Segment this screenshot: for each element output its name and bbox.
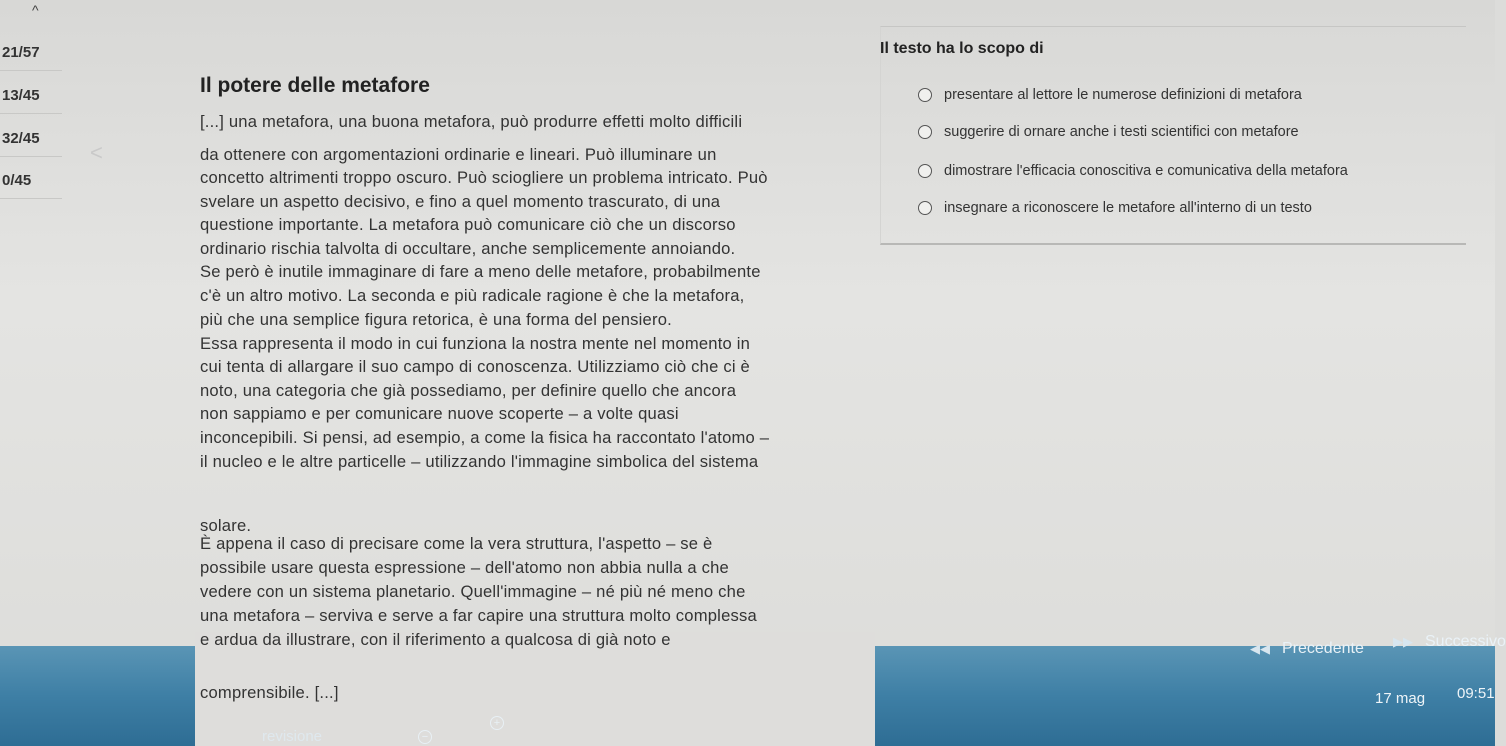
- passage-line: da ottenere con argomentazioni ordinarie e lineari. Può illuminare un: [200, 145, 717, 164]
- passage-line: possibile usare questa espressione – dell'atomo non abbia nulla a che: [200, 558, 729, 577]
- previous-button[interactable]: [1250, 640, 1364, 658]
- passage-title: Il potere delle metafore: [200, 74, 430, 97]
- fast-forward-icon: ▶▶: [1393, 634, 1413, 649]
- answer-option-label: insegnare a riconoscere le metafore all'interno di un testo: [944, 200, 1312, 216]
- passage-line: il nucleo e le altre particelle – utilizzando l'immagine simbolica del sistema: [200, 452, 759, 471]
- status-time: 09:51: [1457, 685, 1495, 702]
- radio-button[interactable]: [918, 164, 932, 178]
- rail-divider: [0, 198, 62, 199]
- answer-option-label: dimostrare l'efficacia conoscitiva e comunicativa della metafora: [944, 163, 1348, 179]
- radio-button[interactable]: [918, 125, 932, 139]
- passage-line: ordinario rischia talvolta di occultare, anche semplicemente annoiando.: [200, 239, 736, 258]
- passage-line: più che una semplice figura retorica, è una forma del pensiero.: [200, 310, 672, 329]
- passage-line: questione importante. La metafora può comunicare ciò che un discorso: [200, 215, 736, 234]
- rail-divider: [0, 156, 62, 157]
- rail-divider: [0, 113, 62, 114]
- passage-line: inconcepibili. Si pensi, ad esempio, a come la fisica ha raccontato l'atomo –: [200, 428, 770, 447]
- passage-line: cui tenta di allargare il suo campo di conoscenza. Utilizziamo ciò che ci è: [200, 357, 750, 376]
- passage-line: Se però è inutile immaginare di fare a meno delle metafore, probabilmente: [200, 262, 761, 281]
- rewind-icon: ◀◀: [1250, 641, 1270, 656]
- passage-line: [...] una metafora, una buona metafora, può produrre effetti molto difficili: [200, 112, 743, 131]
- answer-option-4[interactable]: [918, 200, 1312, 216]
- answer-option-label: suggerire di ornare anche i testi scientifici con metafore: [944, 124, 1299, 140]
- passage-line: Essa rappresenta il modo in cui funziona la nostra mente nel momento in: [200, 334, 751, 353]
- answer-option-2[interactable]: [918, 124, 1299, 140]
- answer-option-1[interactable]: [918, 87, 1302, 103]
- passage-line: comprensibile. [...]: [200, 683, 339, 702]
- passage-line: una metafora – serviva e serve a far capire una struttura molto complessa: [200, 606, 757, 625]
- question-prompt: Il testo ha lo scopo di: [880, 40, 1044, 57]
- next-button[interactable]: [1393, 633, 1506, 651]
- rail-item-section-4[interactable]: 0/45: [2, 172, 32, 189]
- rail-item-section-3[interactable]: 32/45: [2, 130, 40, 147]
- rail-divider: [0, 70, 62, 71]
- radio-button[interactable]: [918, 201, 932, 215]
- passage-line: È appena il caso di precisare come la vera struttura, l'aspetto – se è: [200, 534, 713, 553]
- plus-icon[interactable]: +: [490, 716, 504, 730]
- passage-line: noto, una categoria che già possediamo, per definire quello che ancora: [200, 381, 737, 400]
- review-label[interactable]: revisione: [262, 728, 323, 745]
- passage-line: concetto altrimenti troppo oscuro. Può sciogliere un problema intricato. Può: [200, 168, 768, 187]
- passage-line: vedere con un sistema planetario. Quell'immagine – né più né meno che: [200, 582, 746, 601]
- status-date: 17 mag: [1375, 690, 1426, 707]
- answer-option-label: presentare al lettore le numerose definizioni di metafora: [944, 87, 1302, 103]
- passage-line: e ardua da illustrare, con il riferimento a qualcosa di già noto e: [200, 630, 671, 649]
- passage-line: c'è un altro motivo. La seconda e più radicale ragione è che la metafora,: [200, 286, 745, 305]
- passage-line: svelare un aspetto decisivo, e fino a quel momento trascurato, di una: [200, 192, 721, 211]
- scroll-up-icon[interactable]: ^: [32, 2, 39, 18]
- rail-item-section-2[interactable]: 13/45: [2, 87, 40, 104]
- passage-line: solare.: [200, 516, 252, 535]
- question-index-rail: [0, 0, 62, 746]
- radio-button[interactable]: [918, 88, 932, 102]
- collapse-panel-icon[interactable]: <: [90, 140, 103, 165]
- passage-line: non sappiamo e per comunicare nuove scoperte – a volte quasi: [200, 404, 679, 423]
- previous-button-label: Precedente: [1282, 640, 1364, 657]
- next-button-label: Successivo: [1425, 633, 1506, 650]
- answer-option-3[interactable]: [918, 163, 1348, 179]
- rail-item-section-1[interactable]: 21/57: [2, 44, 40, 61]
- minus-icon[interactable]: −: [418, 730, 432, 744]
